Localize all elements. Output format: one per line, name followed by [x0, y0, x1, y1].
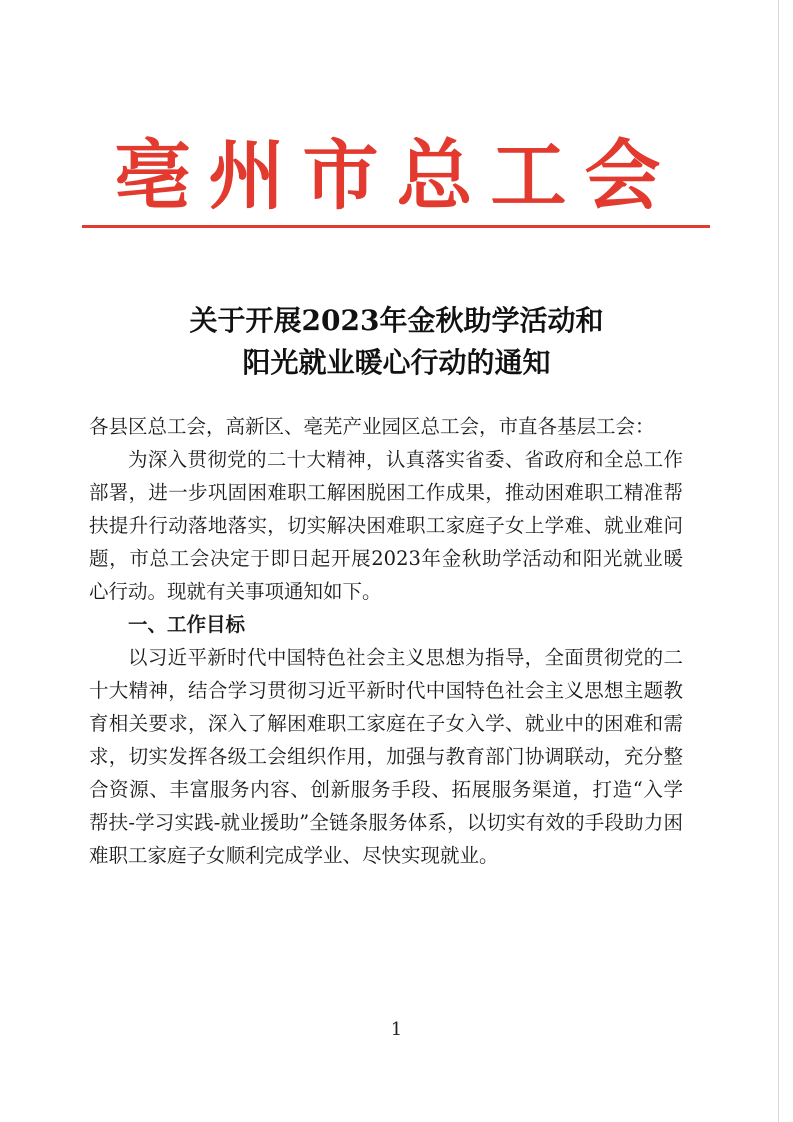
- letterhead-org-name: 亳州市总工会: [114, 131, 679, 220]
- document-title-line-1: 关于开展2023年金秋助学活动和: [189, 304, 604, 337]
- letterhead-red-rule: [82, 225, 710, 228]
- intro-paragraph: 为深入贯彻党的二十大精神，认真落实省委、省政府和全总工作部署，进一步巩固困难职工解困脱困工作成果，推动困难职工精准帮扶提升行动落地落实，切实解决困难职工家庭子女上学难、就业难问题，市总工会决定于即日起开展2023年金秋助学活动和阳光就业暖心行动。现就有关事项通知如下。: [89, 448, 683, 603]
- document-body: [89, 410, 683, 872]
- salutation: 各县区总工会，高新区、亳芜产业园区总工会，市直各基层工会：: [89, 415, 655, 438]
- page-number: 1: [390, 1019, 403, 1040]
- document-title: [0, 300, 793, 384]
- section-1-heading: 一、工作目标: [128, 613, 246, 636]
- section-1-paragraph: 以习近平新时代中国特色社会主义思想为指导，全面贯彻党的二十大精神，结合学习贯彻习近平新时代中国特色社会主义思想主题教育相关要求，深入了解困难职工家庭在子女入学、就业中的困难和需求，切实发挥各级工会组织作用，加强与教育部门协调联动，充分整合资源、丰富服务内容、创新服务手段、拓展服务渠道，打造“入学帮扶-学习实践-就业援助”全链条服务体系，以切实有效的手段助力困难职工家庭子女顺利完成学业、尽快实现就业。: [89, 646, 683, 867]
- document-title-line-2: 阳光就业暖心行动的通知: [242, 346, 551, 379]
